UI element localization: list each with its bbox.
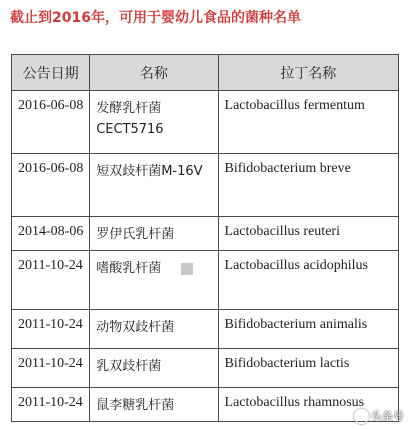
header-name: 名称 <box>90 55 218 91</box>
table-row <box>12 310 399 349</box>
cell-latin: Lactobacillus rhamnosus <box>218 388 398 422</box>
cell-date: 2014-08-06 <box>12 217 90 251</box>
cell-latin: Lactobacillus acidophilus <box>218 251 398 310</box>
watermark <box>354 408 404 425</box>
table-row <box>12 91 399 154</box>
cell-date: 2011-10-24 <box>12 310 90 349</box>
cell-date: 2016-06-08 <box>12 154 90 217</box>
placeholder-square-icon <box>181 263 193 275</box>
table-header-row <box>12 55 399 91</box>
cell-name: 罗伊氏乳杆菌 <box>90 217 218 251</box>
cell-date: 2011-10-24 <box>12 251 90 310</box>
cell-latin: Bifidobacterium breve <box>218 154 398 217</box>
cell-date: 2011-10-24 <box>12 349 90 388</box>
cell-name: 乳双歧杆菌 <box>90 349 218 388</box>
cell-latin: Lactobacillus fermentum <box>218 91 398 154</box>
watermark-text: 头条号 <box>371 409 404 423</box>
cell-name: 鼠李糖乳杆菌 <box>90 388 218 422</box>
page-title: 截止到2016年，可用于婴幼儿食品的菌种名单 <box>10 10 301 26</box>
strain-table <box>11 54 399 422</box>
cell-name: 发酵乳杆菌CECT5716 <box>90 91 218 154</box>
table-row <box>12 154 399 217</box>
cell-latin: Bifidobacterium animalis <box>218 310 398 349</box>
cell-date: 2011-10-24 <box>12 388 90 422</box>
table-row <box>12 217 399 251</box>
cell-latin: Lactobacillus reuteri <box>218 217 398 251</box>
cell-latin: Bifidobacterium lactis <box>218 349 398 388</box>
table-row <box>12 388 399 422</box>
cell-name <box>90 251 218 310</box>
header-date: 公告日期 <box>12 55 90 91</box>
header-latin: 拉丁名称 <box>218 55 398 91</box>
cell-name: 短双歧杆菌M-16V <box>90 154 218 217</box>
cell-name: 动物双歧杆菌 <box>90 310 218 349</box>
table-row <box>12 251 399 310</box>
cell-date: 2016-06-08 <box>12 91 90 154</box>
watermark-logo-icon <box>354 409 369 424</box>
table-row <box>12 349 399 388</box>
cell-name-text: 嗜酸乳杆菌 <box>96 261 162 276</box>
